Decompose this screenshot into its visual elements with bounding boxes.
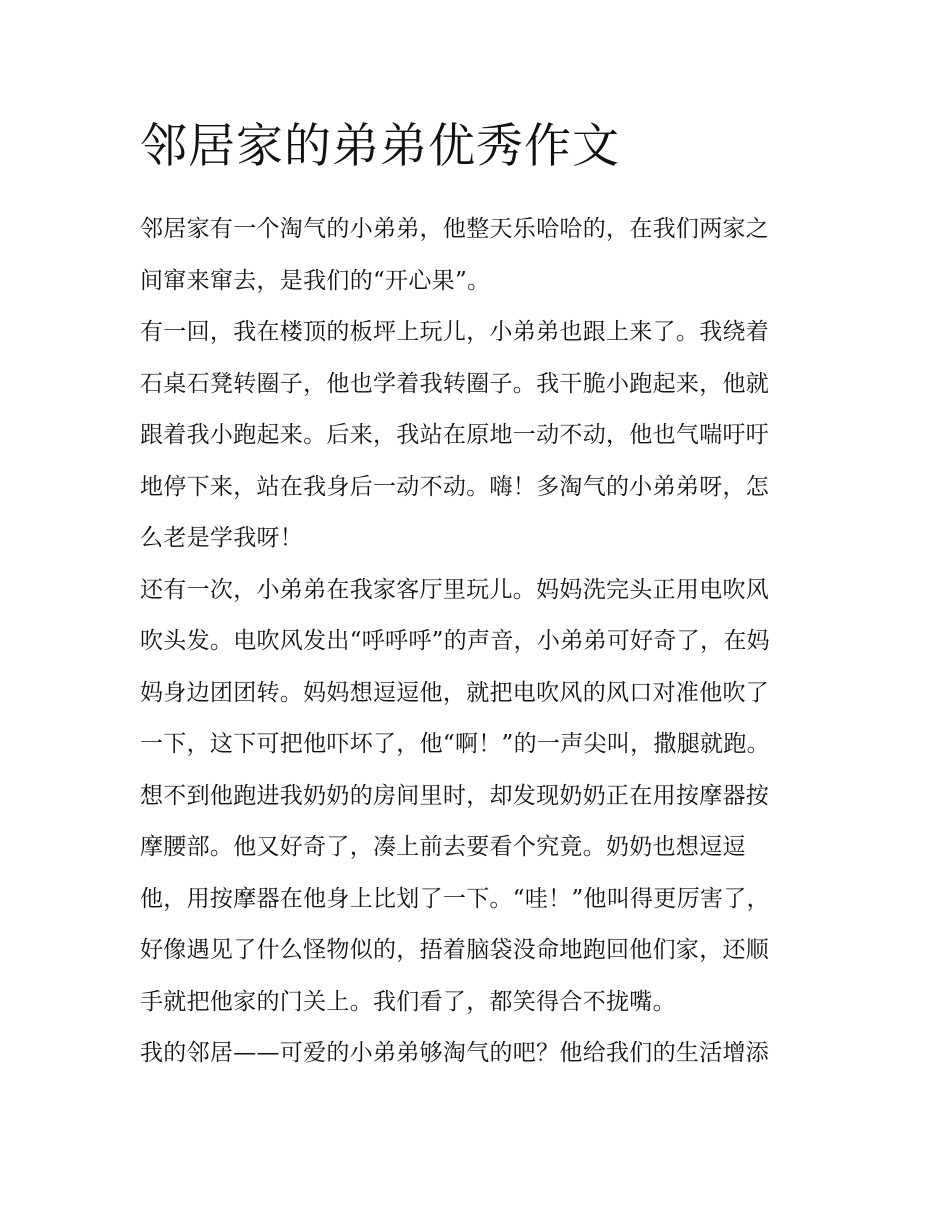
- text-line: 石桌石凳转圈子，他也学着我转圈子。我干脆小跑起来，他就: [140, 370, 770, 397]
- text-line: 我的邻居——可爱的小弟弟够淘气的吧？他给我们的生活增添: [140, 1040, 770, 1066]
- paragraph-2: [140, 307, 820, 565]
- text-line: 地停下来，站在我身后一动不动。嗨！多淘气的小弟弟呀，怎: [140, 473, 770, 500]
- text-line: 手就把他家的门关上。我们看了，都笑得合不拢嘴。: [140, 988, 676, 1015]
- paragraph-3: [140, 565, 820, 1029]
- text-line: 还有一次，小弟弟在我家客厅里玩儿。妈妈洗完头正用电吹风: [140, 576, 770, 603]
- text-line: 摩腰部。他又好奇了，凑上前去要看个究竟。奶奶也想逗逗: [140, 834, 746, 860]
- document-title: 邻居家的弟弟优秀作文: [140, 119, 620, 174]
- text-line: 么老是学我呀！: [140, 525, 304, 551]
- paragraph-1: [140, 204, 820, 307]
- text-line: 邻居家有一个淘气的小弟弟，他整天乐哈哈的，在我们两家之: [140, 216, 770, 242]
- text-line: 他，用按摩器在他身上比划了一下。“哇！”他叫得更厉害了，: [140, 885, 770, 912]
- text-line: 跟着我小跑起来。后来，我站在原地一动不动，他也气喘吁吁: [140, 422, 770, 448]
- text-line: 妈身边团团转。妈妈想逗逗他，就把电吹风的风口对准他吹了: [140, 679, 770, 706]
- paragraph-4: [140, 1028, 820, 1080]
- text-line: 想不到他跑进我奶奶的房间里时，却发现奶奶正在用按摩器按: [140, 782, 770, 809]
- text-line: 一下，这下可把他吓坏了，他“啊！”的一声尖叫，撒腿就跑。: [140, 731, 770, 757]
- document-page: [140, 112, 820, 1080]
- text-line: 吹头发。电吹风发出“呼呼呼”的声音，小弟弟可好奇了，在妈: [140, 628, 770, 654]
- text-line: 间窜来窜去，是我们的“开心果”。: [140, 267, 491, 294]
- text-line: 好像遇见了什么怪物似的，捂着脑袋没命地跑回他们家，还顺: [140, 937, 770, 963]
- text-line: 有一回，我在楼顶的板坪上玩儿，小弟弟也跟上来了。我绕着: [140, 319, 770, 345]
